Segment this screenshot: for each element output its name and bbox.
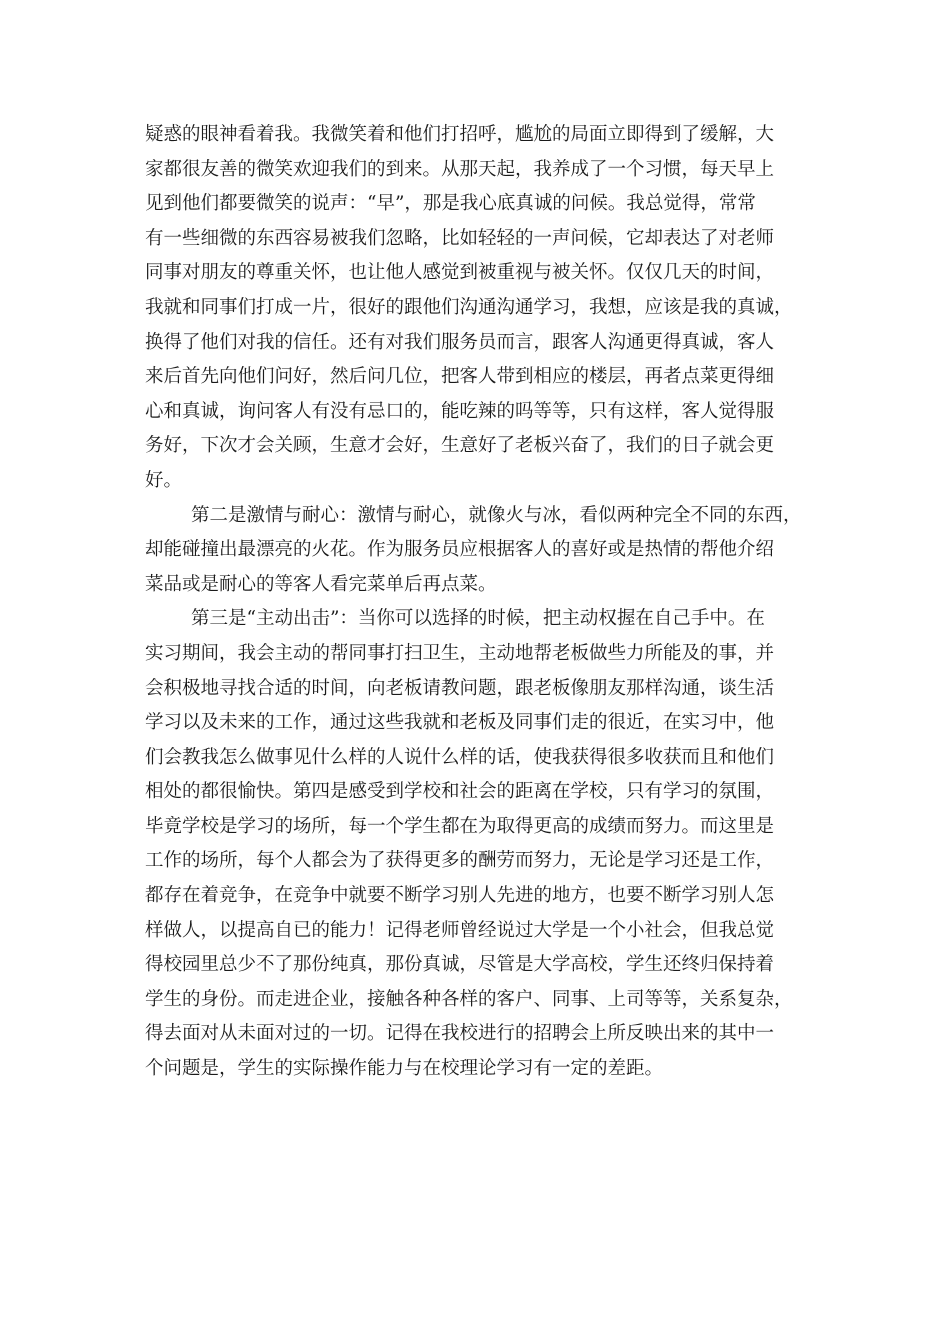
text-line: 毕竟学校是学习的场所，每一个学生都在为取得更高的成绩而努力。而这里是 [145,815,775,837]
text-line: 都存在着竞争，在竞争中就要不断学习别人先进的地方，也要不断学习别人怎 [145,885,775,907]
text-line: 实习期间，我会主动的帮同事打扫卫生，主动地帮老板做些力所能及的事，并 [145,642,775,664]
text-line: 样做人，以提高自已的能力！记得老师曾经说过大学是一个小社会，但我总觉 [145,919,775,941]
paragraph-start-line: 第二是激情与耐心：激情与耐心，就像火与冰，看似两种完全不同的东西， [191,504,802,526]
paragraph-start-line: 第三是“主动出击”：当你可以选择的时候，把主动权握在自己手中。在 [191,608,765,630]
text-line: 有一些细微的东西容易被我们忽略，比如轻轻的一声问候，它却表达了对老师 [145,227,775,249]
text-line: 却能碰撞出最漂亮的火花。作为服务员应根据客人的喜好或是热情的帮他介绍 [145,539,775,561]
text-line: 来后首先向他们问好，然后问几位，把客人带到相应的楼层，再者点菜更得细 [145,366,775,388]
text-line: 心和真诚，询问客人有没有忌口的，能吃辣的吗等等，只有这样，客人觉得服 [145,400,775,422]
text-line: 换得了他们对我的信任。还有对我们服务员而言，跟客人沟通更得真诚，客人 [145,331,775,353]
text-line: 我就和同事们打成一片，很好的跟他们沟通沟通学习，我想，应该是我的真诚， [145,296,793,318]
text-line: 菜品或是耐心的等客人看完菜单后再点菜。 [145,573,497,595]
text-line: 家都很友善的微笑欢迎我们的到来。从那天起，我养成了一个习惯，每天早上 [145,158,775,180]
text-line: 相处的都很愉快。第四是感受到学校和社会的距离在学校，只有学习的氛围， [145,781,775,803]
text-line: 个问题是，学生的实际操作能力与在校理论学习有一定的差距。 [145,1058,664,1080]
text-line: 得校园里总少不了那份纯真，那份真诚，尽管是大学高校，学生还终归保持着 [145,954,775,976]
text-line: 学习以及未来的工作，通过这些我就和老板及同事们走的很近，在实习中，他 [145,712,775,734]
text-line: 同事对朋友的尊重关怀，也让他人感觉到被重视与被关怀。仅仅几天的时间， [145,262,775,284]
body-text [145,118,835,1087]
text-line: 好。 [145,469,183,491]
text-line: 得去面对从未面对过的一切。记得在我校进行的招聘会上所反映出来的其中一 [145,1023,775,1045]
text-line: 疑惑的眼神看着我。我微笑着和他们打招呼，尴尬的局面立即得到了缓解，大 [145,124,775,145]
text-line: 工作的场所，每个人都会为了获得更多的酬劳而努力，无论是学习还是工作， [145,850,775,872]
text-line: 会积极地寻找合适的时间，向老板请教问题，跟老板像朋友那样沟通，谈生活 [145,677,775,699]
text-line: 学生的身份。而走进企业，接触各种各样的客户、同事、上司等等，关系复杂， [145,988,793,1010]
text-line: 见到他们都要微笑的说声：“早”，那是我心底真诚的问候。我总觉得，常常 [145,193,756,215]
text-line: 们会教我怎么做事见什么样的人说什么样的话，使我获得很多收获而且和他们 [145,746,775,768]
text-line: 务好，下次才会关顾，生意才会好，生意好了老板兴奋了，我们的日子就会更 [145,435,775,457]
